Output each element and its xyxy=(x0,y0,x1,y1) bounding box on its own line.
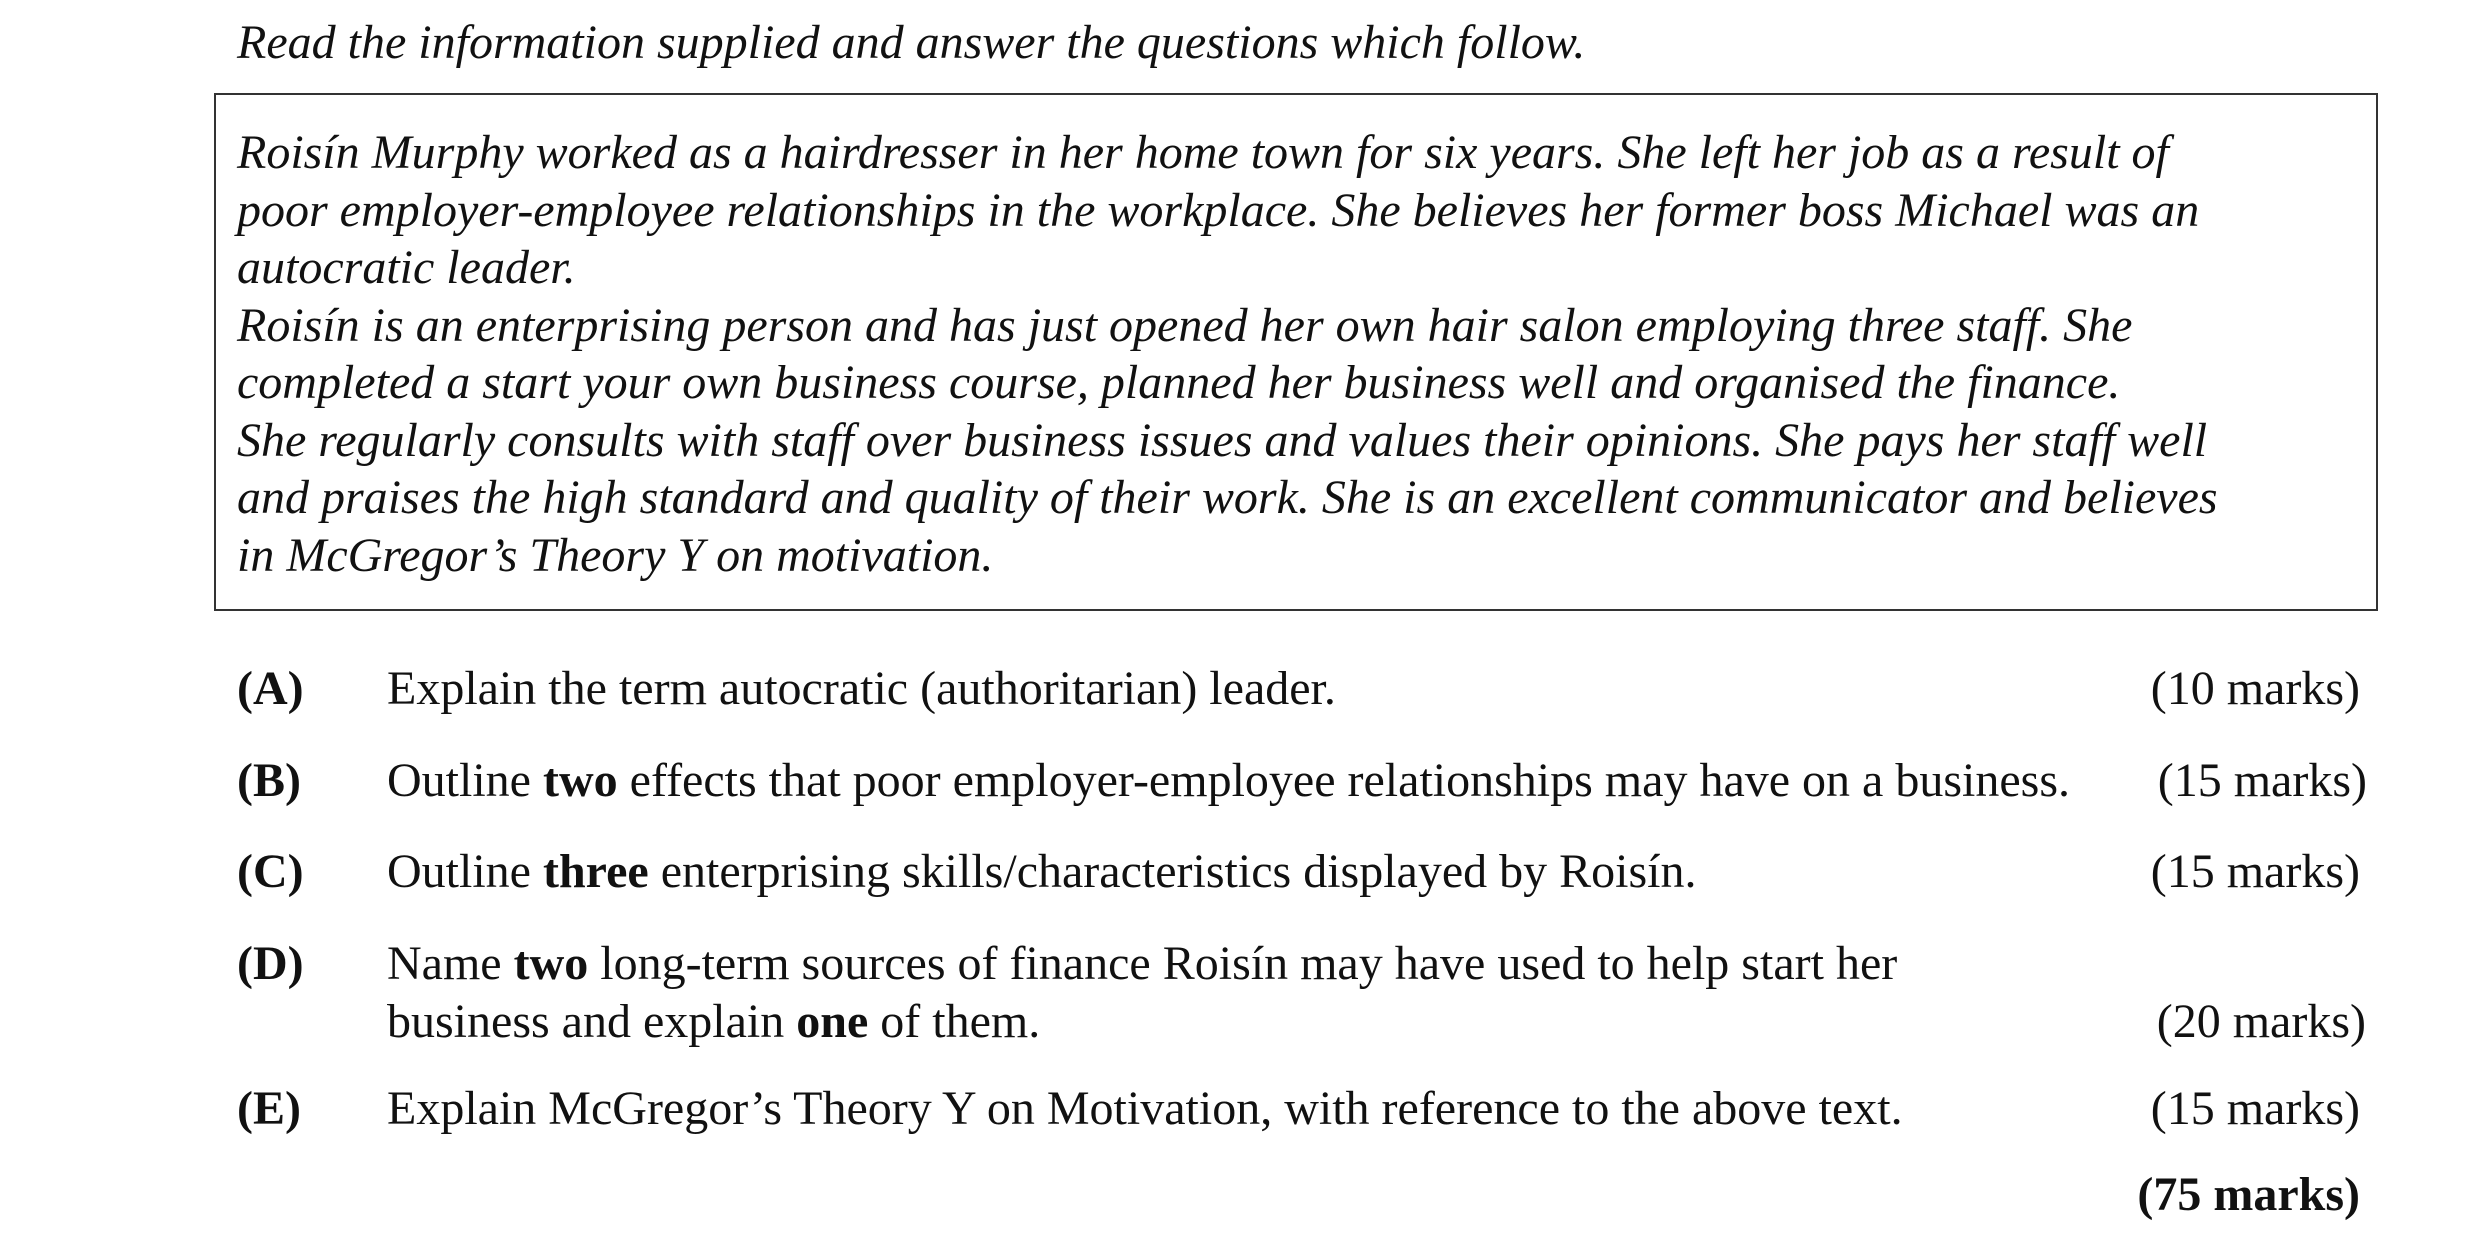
case-study-line: Roisín Murphy worked as a hairdresser in her home town for six years. She left her job as a result of xyxy=(237,126,2169,179)
question-b-text xyxy=(387,752,2070,810)
case-study-line: completed a start your own business course, planned her business well and organised the finance. xyxy=(237,356,2121,409)
total-marks: (75 marks) xyxy=(2137,1168,2360,1221)
question-c-text-part: enterprising skills/characteristics displayed by Roisín. xyxy=(648,845,1697,898)
question-e-text xyxy=(387,1080,1903,1138)
question-b-emphasis: two xyxy=(542,754,618,807)
case-study-line: and praises the high standard and quality of their work. She is an excellent communicator and believes xyxy=(237,471,2218,524)
case-study-line: Roisín is an enterprising person and has just opened her own hair salon employing three staff. She xyxy=(237,298,2133,352)
question-d-emphasis: one xyxy=(796,995,869,1048)
question-c-marks: (15 marks) xyxy=(2150,845,2360,898)
question-a-marks: (10 marks) xyxy=(2150,662,2360,715)
question-e-marks: (15 marks) xyxy=(2150,1082,2360,1135)
question-e-label: (E) xyxy=(237,1082,301,1135)
question-d-text-line2 xyxy=(387,993,1040,1051)
case-study-line: She regularly consults with staff over business issues and values their opinions. She pays her staff well xyxy=(237,413,2208,467)
case-study-text xyxy=(237,124,2367,584)
question-a-label: (A) xyxy=(237,662,304,715)
question-c-label: (C) xyxy=(237,845,304,898)
question-d-emphasis: two xyxy=(513,937,589,990)
question-a-text xyxy=(387,660,1336,718)
question-b-text-part: effects that poor employer-employee relationships may have on a business. xyxy=(617,754,2071,807)
question-c-text xyxy=(387,843,1697,901)
question-d-marks: (20 marks) xyxy=(2156,995,2366,1048)
case-study-line: autocratic leader. xyxy=(237,241,576,294)
instruction-text: Read the information supplied and answer the questions which follow. xyxy=(237,16,1586,69)
question-d-text-part: long-term sources of finance Roisín may have used to help start her xyxy=(588,937,1898,990)
question-b-marks: (15 marks) xyxy=(2157,754,2367,807)
question-d-text-part: business and explain xyxy=(387,995,797,1048)
question-b-label: (B) xyxy=(237,754,301,807)
case-study-line: poor employer-employee relationships in the workplace. She believes her former boss Michael was an xyxy=(237,183,2200,237)
question-d-text-line1 xyxy=(387,935,1897,993)
question-d-label: (D) xyxy=(237,937,304,990)
case-study-line: in McGregor’s Theory Y on motivation. xyxy=(237,528,994,582)
question-c-emphasis: three xyxy=(542,845,649,898)
question-c-text-part: Outline xyxy=(387,845,543,898)
question-d-text-part: of them. xyxy=(868,995,1041,1048)
question-a-text-part: Explain the term autocratic (authoritarian) leader. xyxy=(387,662,1336,715)
question-e-text-part: Explain McGregor’s Theory Y on Motivation, with reference to the above text. xyxy=(387,1082,1903,1135)
question-d-text-part: Name xyxy=(387,937,514,990)
question-b-text-part: Outline xyxy=(387,754,543,807)
